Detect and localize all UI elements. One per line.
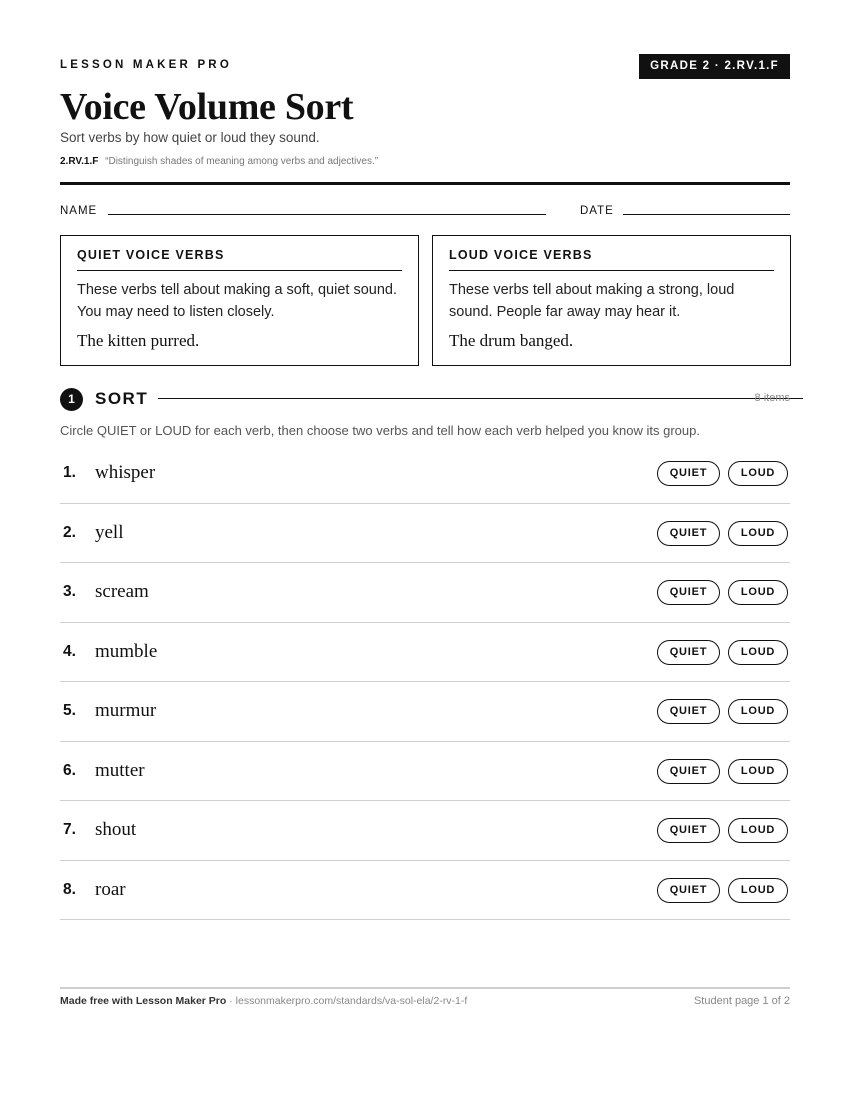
loud-option-button[interactable]: LOUD <box>728 699 788 724</box>
quiet-verbs-box <box>60 235 419 366</box>
loud-box-title: LOUD VOICE VERBS <box>449 248 774 271</box>
loud-option-button[interactable]: LOUD <box>728 878 788 903</box>
item-number: 6. <box>63 761 76 779</box>
list-item <box>60 563 790 623</box>
standard-code: 2.RV.1.F <box>60 156 99 167</box>
item-number: 4. <box>63 642 76 660</box>
grade-badge: GRADE 2 · 2.RV.1.F <box>639 54 790 79</box>
loud-option-button[interactable]: LOUD <box>728 521 788 546</box>
section-divider <box>158 398 803 399</box>
loud-box-example: The drum banged. <box>449 331 574 350</box>
footer-url[interactable]: · lessonmakerpro.com/standards/va-sol-ela/2-rv-1-f <box>226 995 468 1007</box>
footer-credit <box>60 995 467 1007</box>
quiet-option-button[interactable]: QUIET <box>657 640 720 665</box>
item-word: shout <box>95 819 137 840</box>
item-word: yell <box>95 521 124 543</box>
date-label: DATE <box>580 205 614 217</box>
page-subtitle: Sort verbs by how quiet or loud they sound. <box>60 130 320 145</box>
item-word: mutter <box>95 759 145 781</box>
quiet-option-button[interactable]: QUIET <box>657 759 720 784</box>
item-number: 8. <box>63 880 76 898</box>
item-number: 2. <box>63 523 76 541</box>
list-item <box>60 861 790 921</box>
footer-divider <box>60 987 790 989</box>
list-item <box>60 444 790 504</box>
list-item <box>60 742 790 802</box>
quiet-box-example: The kitten purred. <box>77 331 200 350</box>
item-number: 1. <box>63 464 76 481</box>
standard-text: “Distinguish shades of meaning among verbs and adjectives.” <box>105 156 379 167</box>
section-title: SORT <box>95 389 149 408</box>
loud-option-button[interactable]: LOUD <box>728 461 788 486</box>
item-count: 8 items <box>754 392 790 404</box>
loud-option-button[interactable]: LOUD <box>728 640 788 665</box>
loud-option-button[interactable]: LOUD <box>728 580 788 605</box>
item-number: 3. <box>63 583 76 600</box>
item-number: 7. <box>63 821 76 838</box>
quiet-box-description: These verbs tell about making a soft, quiet sound. You may need to listen closely. <box>77 282 397 320</box>
list-item <box>60 801 790 861</box>
quiet-option-button[interactable]: QUIET <box>657 878 720 903</box>
header-divider <box>60 182 790 185</box>
sort-item-list <box>60 444 790 920</box>
quiet-option-button[interactable]: QUIET <box>657 699 720 724</box>
item-word: whisper <box>95 462 156 483</box>
item-word: mumble <box>95 640 158 662</box>
date-field[interactable] <box>623 214 790 215</box>
quiet-option-button[interactable]: QUIET <box>657 580 720 605</box>
loud-option-button[interactable]: LOUD <box>728 759 788 784</box>
item-word: scream <box>95 581 149 602</box>
item-number: 5. <box>63 702 76 719</box>
loud-option-button[interactable]: LOUD <box>728 818 788 843</box>
footer-made-with: Made free with Lesson Maker Pro <box>60 995 227 1007</box>
quiet-box-title: QUIET VOICE VERBS <box>77 248 402 271</box>
standard-line <box>60 156 378 167</box>
page-title: Voice Volume Sort <box>60 86 354 128</box>
instructions: Circle QUIET or LOUD for each verb, then choose two verbs and tell how each verb helped you know its group. <box>60 423 700 438</box>
list-item <box>60 623 790 683</box>
item-word: roar <box>95 878 126 900</box>
loud-verbs-box <box>432 235 791 366</box>
quiet-option-button[interactable]: QUIET <box>657 818 720 843</box>
name-label: NAME <box>60 205 98 217</box>
list-item <box>60 504 790 564</box>
quiet-option-button[interactable]: QUIET <box>657 461 720 486</box>
name-field[interactable] <box>108 214 546 215</box>
quiet-option-button[interactable]: QUIET <box>657 521 720 546</box>
loud-box-description: These verbs tell about making a strong, loud sound. People far away may hear it. <box>449 282 735 320</box>
list-item <box>60 682 790 742</box>
section-number-badge: 1 <box>60 388 83 411</box>
footer-page-number: Student page 1 of 2 <box>693 995 790 1007</box>
brand-name: LESSON MAKER PRO <box>60 59 232 71</box>
item-word: murmur <box>95 700 157 721</box>
